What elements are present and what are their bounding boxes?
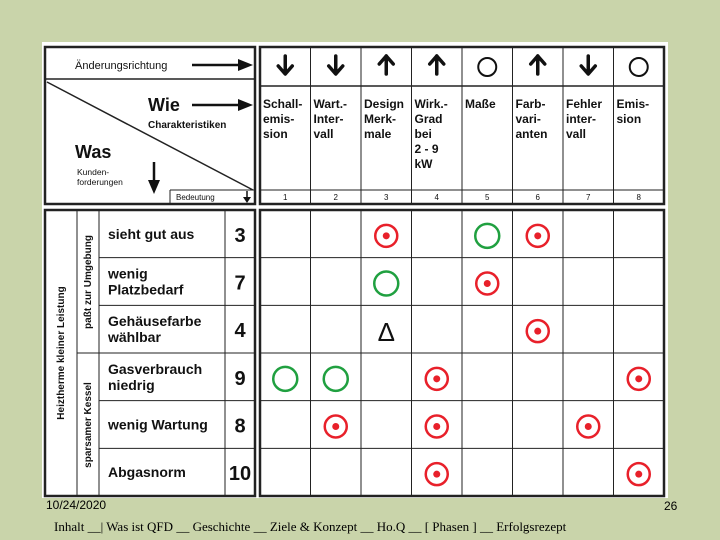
column-label: Fehler <box>566 97 603 111</box>
strong-relation-icon <box>375 225 397 247</box>
importance-weight: 10 <box>228 463 252 486</box>
wie-arrow-icon <box>238 99 253 111</box>
importance-weight: 7 <box>234 272 246 295</box>
column-index: 1 <box>283 193 288 202</box>
nav-hoq[interactable]: Ho.Q <box>376 519 406 534</box>
row-headers <box>107 225 251 485</box>
slide-date: 10/24/2020 <box>46 498 107 512</box>
column-label: Inter- <box>313 112 344 126</box>
column-label: vall <box>566 127 587 141</box>
nav-geschichte[interactable]: Geschichte <box>192 519 251 534</box>
circle-target-icon <box>630 58 648 76</box>
column-headers <box>263 56 649 202</box>
column-header <box>566 56 602 202</box>
column-label: sion <box>616 112 642 126</box>
column-label: Wirk.- <box>414 97 448 111</box>
column-header <box>314 56 348 202</box>
column-header <box>516 56 548 202</box>
direction-arrow-icon <box>238 59 253 71</box>
strong-relation-icon <box>426 463 448 485</box>
was-arrow-icon <box>148 180 160 194</box>
requirement-label: sieht gut aus <box>108 225 195 242</box>
requirement-label: Gehäusefarbe <box>108 313 202 330</box>
column-label: Schall- <box>263 97 303 111</box>
column-label: sion <box>263 127 288 141</box>
medium-relation-icon <box>324 367 348 391</box>
column-label: Maße <box>465 97 496 111</box>
charakteristiken-label: Charakteristiken <box>148 120 227 131</box>
column-index: 4 <box>434 193 439 202</box>
column-index: 8 <box>636 193 641 202</box>
column-header <box>617 58 650 202</box>
bedeutung-label: Bedeutung <box>176 193 215 202</box>
medium-relation-icon <box>374 272 398 296</box>
wie-label: Wie <box>148 95 180 115</box>
nav-inhalt[interactable]: Inhalt <box>54 519 85 534</box>
group-label-umgebung: paßt zur Umgebung <box>83 235 94 329</box>
requirement-label: wenig <box>108 265 148 282</box>
column-label: male <box>364 127 392 141</box>
group-label-kessel: sparsamer Kessel <box>83 382 94 468</box>
strong-relation-icon <box>577 416 599 438</box>
nav-was-ist-qfd[interactable]: Was ist QFD <box>106 519 174 534</box>
column-label: Farb- <box>515 97 546 111</box>
was-label: Was <box>75 142 112 162</box>
outer-group-label: Heiztherme kleiner Leistung <box>56 286 67 420</box>
column-label: kW <box>414 157 433 171</box>
column-header <box>415 56 448 202</box>
nav-ziele-konzept[interactable]: Ziele & Konzept <box>269 519 358 534</box>
column-header <box>263 56 302 202</box>
weak-relation-icon: Δ <box>377 317 395 348</box>
column-label: Merk- <box>364 112 397 126</box>
column-label: vall <box>313 127 334 141</box>
column-index: 2 <box>333 193 338 202</box>
requirement-row <box>107 313 246 345</box>
circle-target-icon <box>478 58 496 76</box>
requirement-label: Abgasnorm <box>108 464 186 481</box>
strong-relation-icon <box>527 225 549 247</box>
column-label: inter- <box>566 112 596 126</box>
column-label: Design <box>364 97 405 111</box>
nav-erfolgsrezept[interactable]: Erfolgsrezept <box>496 519 567 534</box>
column-label: Grad <box>414 112 443 126</box>
strong-relation-icon <box>426 416 448 438</box>
column-header <box>465 58 496 202</box>
qfd-matrix <box>42 42 668 498</box>
column-index: 3 <box>384 193 389 202</box>
strong-relation-icon <box>325 416 347 438</box>
slide-number: 26 <box>664 499 678 513</box>
strong-relation-icon <box>527 320 549 342</box>
direction-label: Änderungsrichtung <box>75 60 168 72</box>
column-index: 5 <box>485 193 490 202</box>
requirement-row <box>108 463 251 485</box>
column-label: anten <box>515 127 548 141</box>
requirement-label: wählbar <box>108 329 161 346</box>
kunden-label-2: forderungen <box>77 177 123 187</box>
strong-relation-icon <box>426 368 448 390</box>
column-label: emis- <box>263 112 295 126</box>
column-label: 2 - 9 <box>414 142 439 156</box>
nav-phasen[interactable]: [ Phasen ] <box>424 519 477 534</box>
strong-relation-icon <box>476 273 498 295</box>
importance-weight: 4 <box>234 320 246 343</box>
column-index: 7 <box>586 193 591 202</box>
strong-relation-icon <box>628 368 650 390</box>
column-label: bei <box>414 127 432 141</box>
importance-weight: 9 <box>234 367 246 390</box>
medium-relation-icon <box>475 224 499 248</box>
column-header <box>364 56 404 202</box>
kunden-label-1: Kunden- <box>77 167 110 177</box>
column-index: 6 <box>535 193 540 202</box>
requirement-label: Platzbedarf <box>108 281 184 298</box>
slide-image <box>42 42 668 498</box>
footer-nav: Inhalt __| Was ist QFD __ Geschichte __ Ziele & Konzept __ Ho.Q __ [ Phasen ] __ Erfolgsrezept <box>54 519 567 534</box>
medium-relation-icon <box>273 367 297 391</box>
importance-weight: 3 <box>234 224 246 247</box>
requirement-label: wenig Wartung <box>108 416 208 433</box>
requirement-label: niedrig <box>108 376 155 393</box>
requirement-label: Gasverbrauch <box>108 360 203 377</box>
bedeutung-arrow-icon <box>243 197 251 203</box>
importance-weight: 8 <box>234 415 246 438</box>
column-label: Emis- <box>616 97 650 111</box>
column-label: vari- <box>515 112 541 126</box>
column-label: Wart.- <box>313 97 348 111</box>
strong-relation-icon <box>628 463 650 485</box>
